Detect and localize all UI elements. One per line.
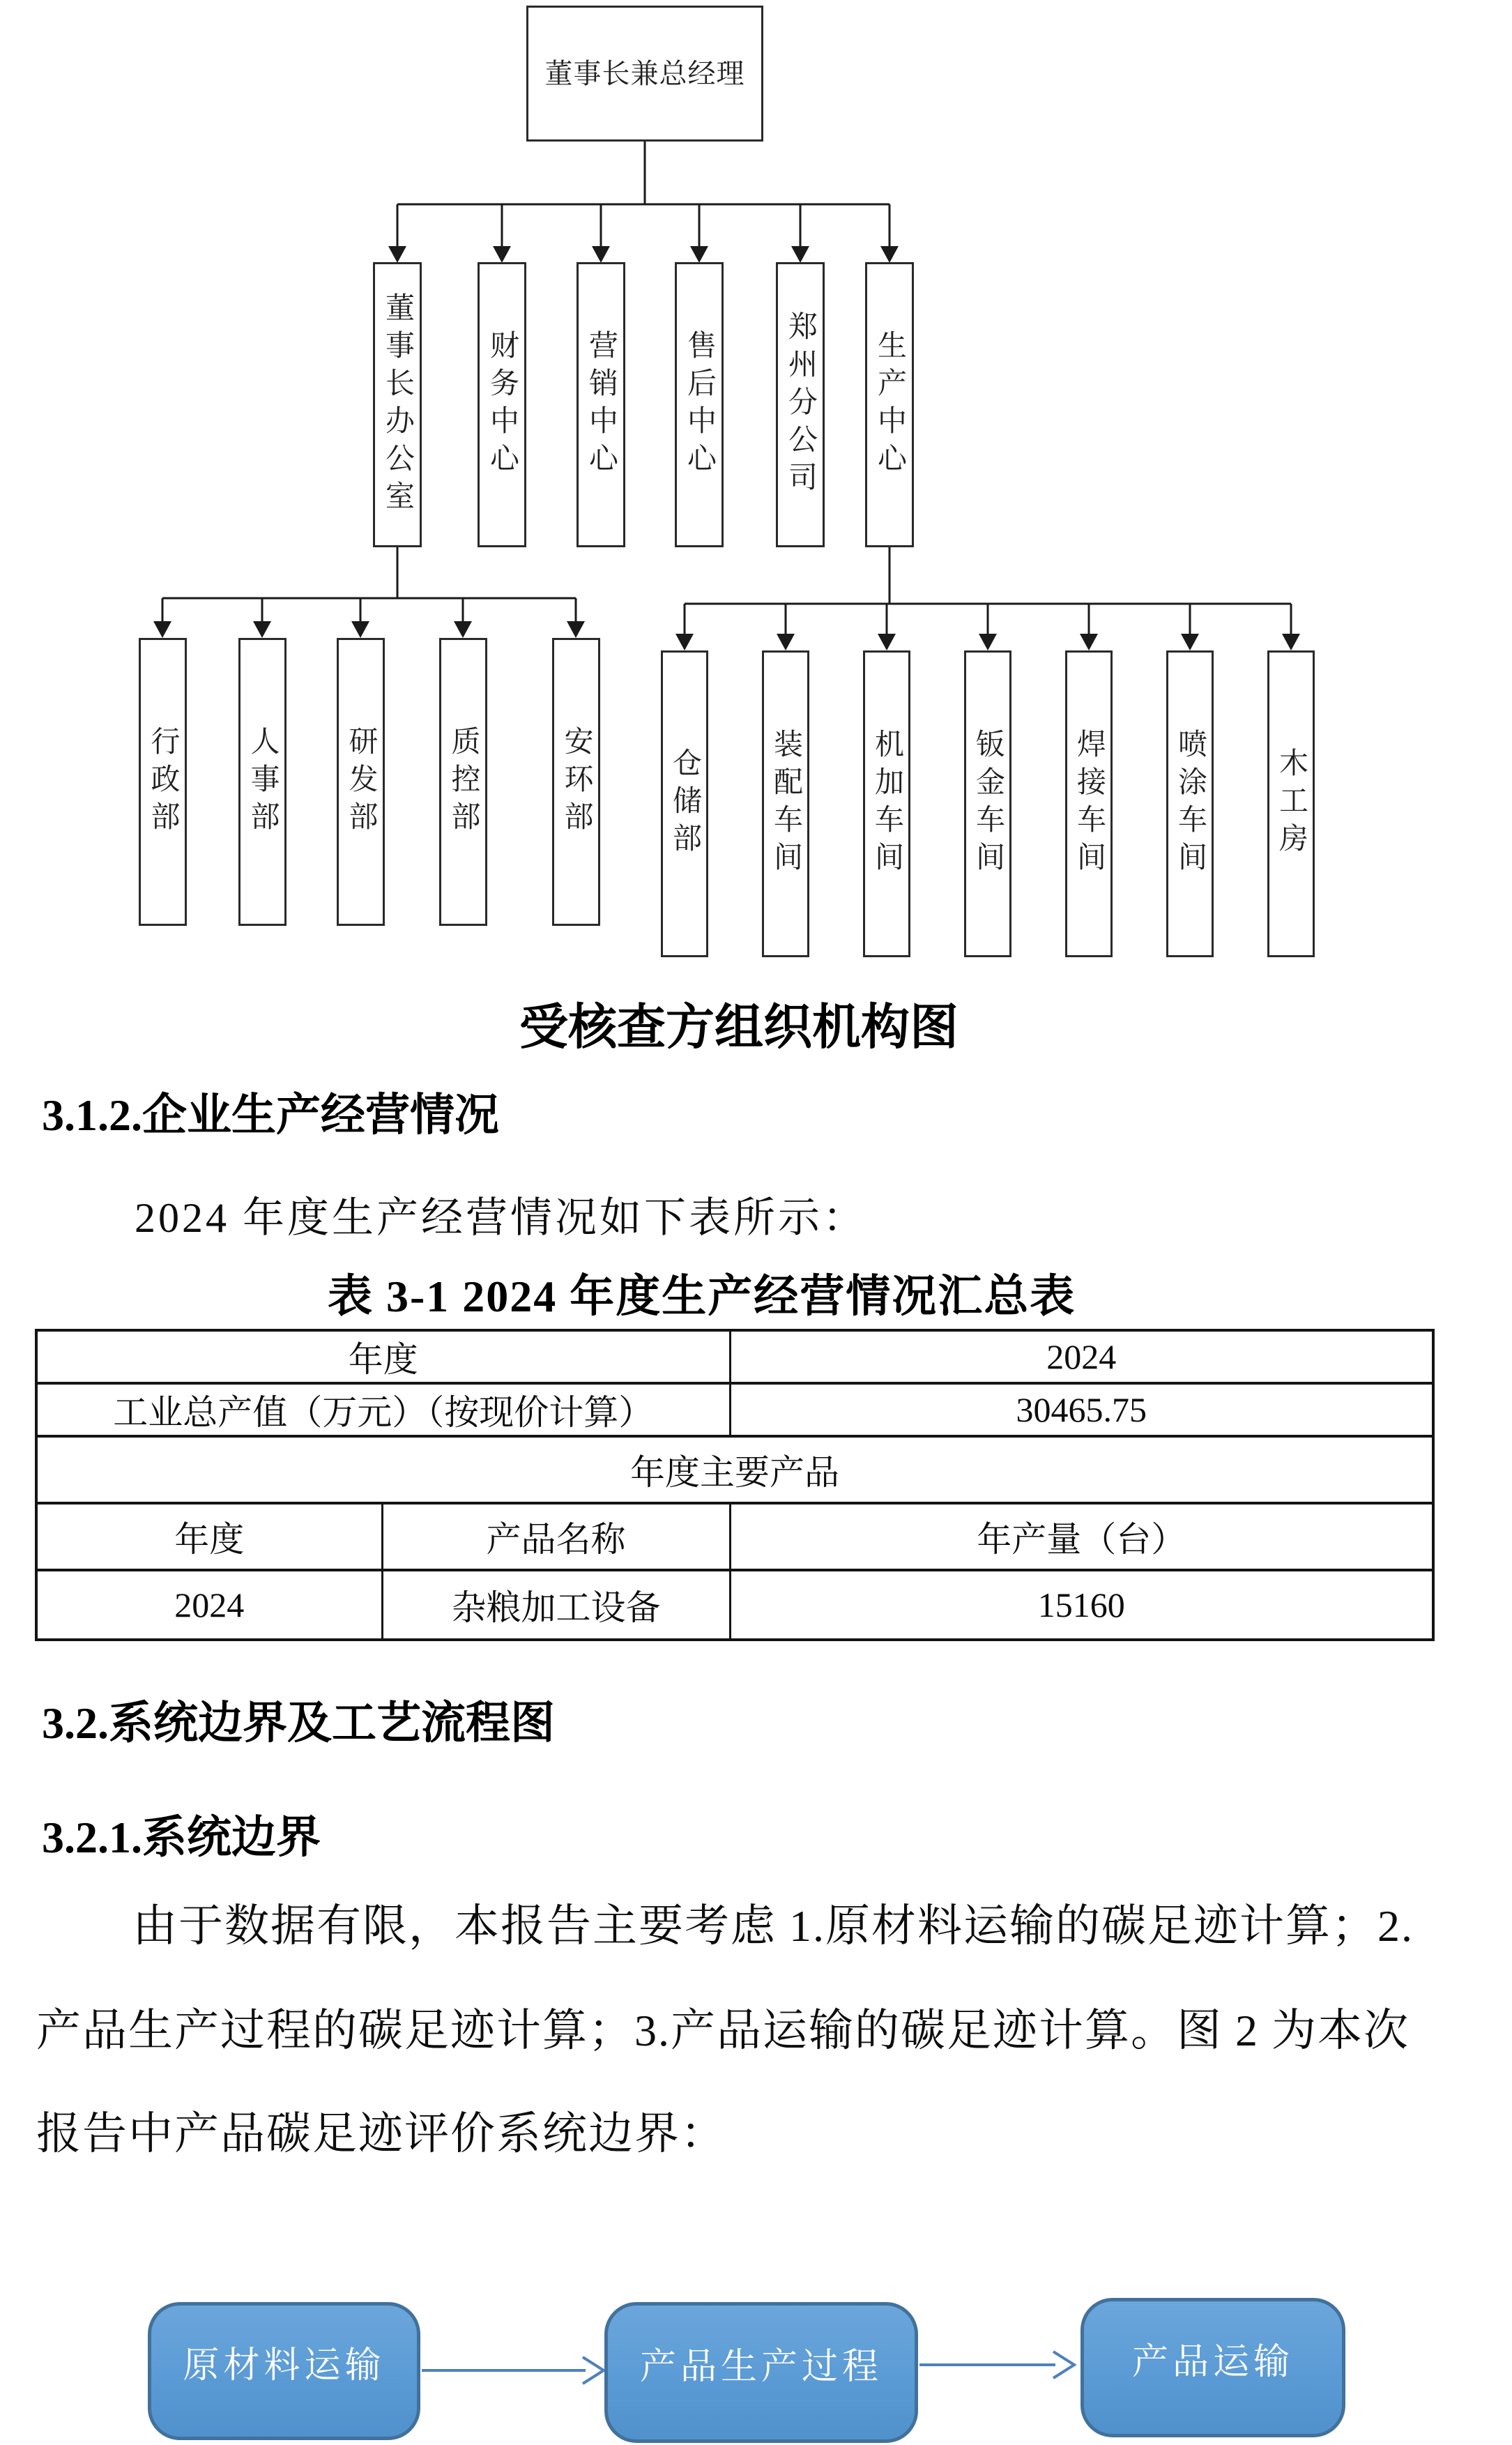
org-box-qc-dept: 质控部 bbox=[439, 638, 487, 926]
table-row bbox=[36, 1503, 1433, 1570]
data-quantity-cell: 15160 bbox=[730, 1570, 1433, 1640]
paragraph-line-2: 产品生产过程的碳足迹计算；3.产品运输的碳足迹计算。图 2 为本次 bbox=[36, 2006, 1410, 2055]
org-box-aftersales-center: 售后中心 bbox=[675, 262, 724, 547]
output-label-cell: 工业总产值（万元）（按现价计算） bbox=[36, 1383, 730, 1436]
org-box-chairman-office: 董事长办公室 bbox=[373, 262, 422, 547]
flow-step-product-transport: 产品运输 bbox=[1080, 2298, 1345, 2437]
data-product-cell: 杂粮加工设备 bbox=[382, 1570, 730, 1640]
col-quantity-cell: 年产量（台） bbox=[730, 1503, 1433, 1570]
output-value-cell: 30465.75 bbox=[730, 1383, 1433, 1436]
paragraph-line-3: 报告中产品碳足迹评价系统边界： bbox=[36, 2109, 726, 2158]
org-box-painting-workshop: 喷涂车间 bbox=[1166, 650, 1214, 957]
flow-step-raw-material-transport: 原材料运输 bbox=[148, 2302, 420, 2440]
intro-line: 2024 年度生产经营情况如下表所示： bbox=[135, 1195, 867, 1241]
org-box-marketing-center: 营销中心 bbox=[576, 262, 625, 547]
org-box-machining-workshop: 机加车间 bbox=[863, 650, 910, 957]
org-box-assembly-workshop: 装配车间 bbox=[762, 650, 809, 957]
col-product-cell: 产品名称 bbox=[382, 1503, 730, 1570]
table-row bbox=[36, 1436, 1433, 1503]
paragraph-line-1: 由于数据有限，本报告主要考虑 1.原材料运输的碳足迹计算；2. bbox=[132, 1901, 1414, 1951]
year-label-cell: 年度 bbox=[36, 1330, 730, 1383]
table-row bbox=[36, 1330, 1433, 1383]
org-box-sheetmetal-workshop: 钣金车间 bbox=[964, 650, 1011, 957]
org-chart-caption: 受核查方组织机构图 bbox=[519, 1001, 959, 1055]
products-header-cell: 年度主要产品 bbox=[36, 1436, 1433, 1503]
org-box-production-center: 生产中心 bbox=[865, 262, 914, 547]
year-value-cell: 2024 bbox=[730, 1330, 1433, 1383]
table-row bbox=[36, 1383, 1433, 1436]
section-heading-32: 3.2.系统边界及工艺流程图 bbox=[42, 1698, 555, 1748]
table-title: 表 3-1 2024 年度生产经营情况汇总表 bbox=[328, 1272, 1076, 1321]
section-heading-312: 3.1.2.企业生产经营情况 bbox=[42, 1090, 499, 1140]
production-summary-table bbox=[35, 1329, 1435, 1641]
org-box-warehouse-dept: 仓储部 bbox=[661, 650, 708, 957]
org-box-admin-dept: 行政部 bbox=[139, 638, 187, 926]
org-box-finance-center: 财务中心 bbox=[478, 262, 526, 547]
org-box-rd-dept: 研发部 bbox=[337, 638, 385, 926]
org-box-root: 董事长兼总经理 bbox=[526, 6, 763, 142]
table-row bbox=[36, 1570, 1433, 1640]
org-box-hr-dept: 人事部 bbox=[238, 638, 287, 926]
data-year-cell: 2024 bbox=[36, 1570, 382, 1640]
org-box-zhengzhou-branch: 郑州分公司 bbox=[776, 262, 825, 547]
arrow-down-icons bbox=[153, 246, 1300, 650]
col-year-cell: 年度 bbox=[36, 1503, 382, 1570]
org-box-ehs-dept: 安环部 bbox=[552, 638, 600, 926]
flow-step-production-process: 产品生产过程 bbox=[604, 2302, 918, 2443]
org-box-welding-workshop: 焊接车间 bbox=[1065, 650, 1113, 957]
org-box-woodwork-room: 木工房 bbox=[1267, 650, 1315, 957]
section-heading-321: 3.2.1.系统边界 bbox=[42, 1813, 321, 1862]
